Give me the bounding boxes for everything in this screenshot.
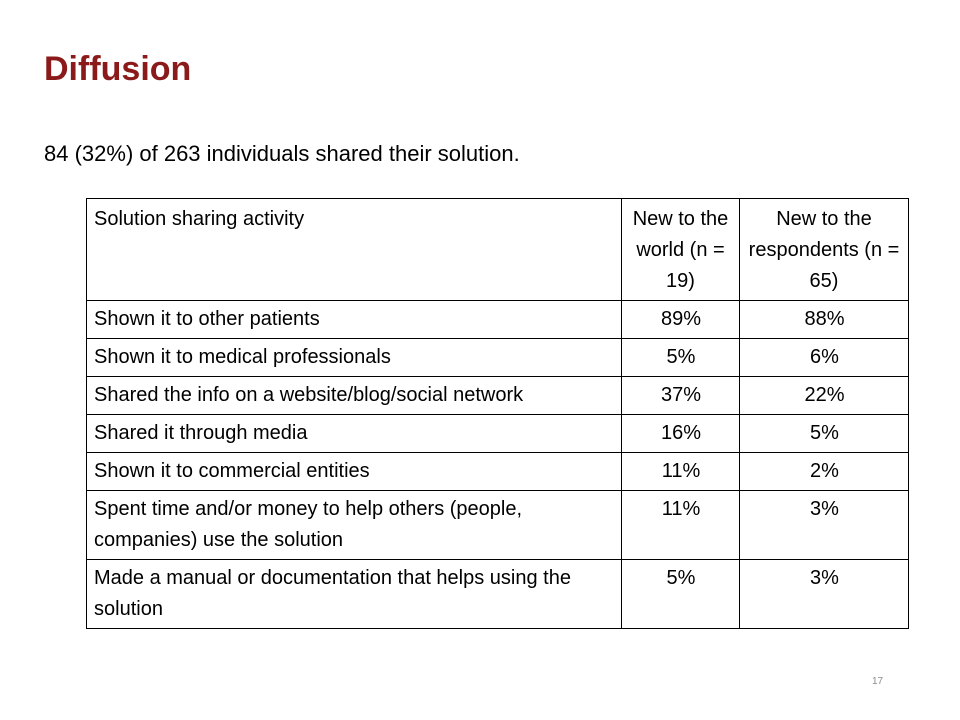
cell-activity: Made a manual or documentation that helps using the solution — [87, 560, 622, 629]
cell-activity: Shared the info on a website/blog/social network — [87, 377, 622, 415]
header-activity: Solution sharing activity — [87, 199, 622, 301]
cell-new-to-respondents: 2% — [740, 453, 909, 491]
header-new-to-respondents: New to the respondents (n = 65) — [740, 199, 909, 301]
cell-new-to-world: 5% — [622, 339, 740, 377]
cell-activity: Shown it to other patients — [87, 301, 622, 339]
cell-new-to-respondents: 5% — [740, 415, 909, 453]
solution-sharing-table — [86, 198, 909, 629]
cell-activity: Shown it to medical professionals — [87, 339, 622, 377]
cell-new-to-respondents: 6% — [740, 339, 909, 377]
cell-activity: Shared it through media — [87, 415, 622, 453]
slide-subtitle: 84 (32%) of 263 individuals shared their solution. — [44, 141, 520, 166]
table-row — [87, 453, 909, 491]
cell-new-to-world: 11% — [622, 491, 740, 560]
page-number: 17 — [872, 676, 884, 687]
table-row — [87, 339, 909, 377]
cell-activity: Spent time and/or money to help others (people, companies) use the solution — [87, 491, 622, 560]
cell-new-to-world: 16% — [622, 415, 740, 453]
cell-activity: Shown it to commercial entities — [87, 453, 622, 491]
cell-new-to-world: 11% — [622, 453, 740, 491]
table-row — [87, 560, 909, 629]
table-row — [87, 491, 909, 560]
table-header-row — [87, 199, 909, 301]
cell-new-to-world: 5% — [622, 560, 740, 629]
cell-new-to-respondents: 3% — [740, 491, 909, 560]
table-row — [87, 301, 909, 339]
slide-title: Diffusion — [44, 50, 192, 88]
table-row — [87, 377, 909, 415]
header-new-to-world: New to the world (n = 19) — [622, 199, 740, 301]
cell-new-to-respondents: 3% — [740, 560, 909, 629]
cell-new-to-world: 37% — [622, 377, 740, 415]
cell-new-to-respondents: 88% — [740, 301, 909, 339]
table-row — [87, 415, 909, 453]
cell-new-to-respondents: 22% — [740, 377, 909, 415]
cell-new-to-world: 89% — [622, 301, 740, 339]
